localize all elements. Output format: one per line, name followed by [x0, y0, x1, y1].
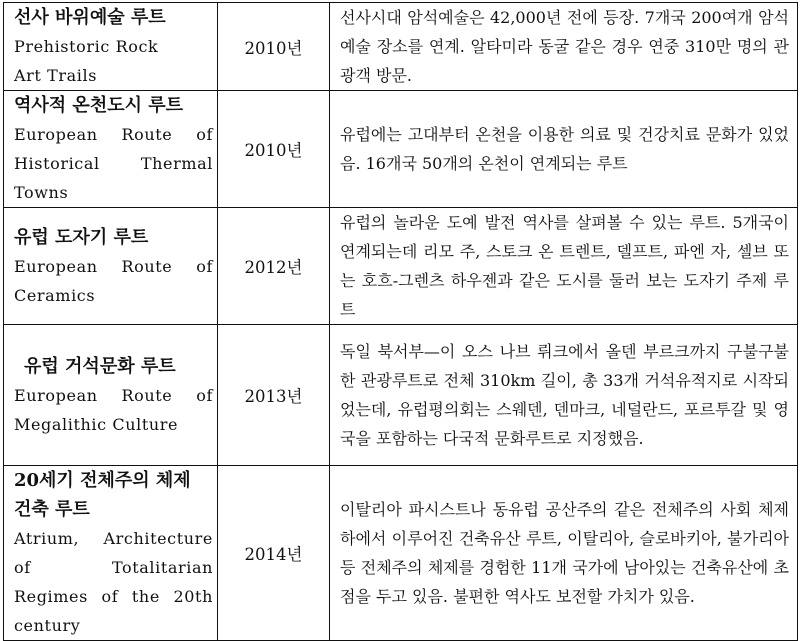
route-name-cell: [4, 325, 218, 466]
route-name-english-line: Art Trails: [14, 66, 98, 85]
route-name-english-line: of Totalitarian: [14, 558, 213, 577]
route-name-english-line: European Route of: [14, 385, 213, 405]
route-name-korean: 유럽 도자기 루트: [14, 226, 149, 248]
route-name-cell: [4, 3, 218, 91]
table-row: [4, 91, 798, 208]
cultural-routes-table: [3, 2, 798, 641]
route-year: 2010년: [218, 91, 330, 208]
table-row: [4, 325, 798, 466]
route-name-korean: 유럽 거석문화 루트: [24, 355, 176, 377]
route-name-korean: 선사 바위예술 루트: [14, 7, 166, 28]
route-name-english-line: Ceramics: [14, 285, 96, 305]
route-year: 2012년: [218, 208, 330, 325]
route-name-english-line: Prehistoric Rock: [14, 37, 159, 56]
route-description: 이탈리아 파시스트나 동유럽 공산주의 같은 전체주의 사회 체제 하에서 이루어진 건축유산 루트, 이탈리아, 슬로바키아, 불가리아 등 전체주의 체제를 경험한 11개 국가에 남아있는 건축유산에 초점을 두고 있음. 불편한 역사도 보전할 가치가 있음.: [330, 466, 798, 641]
route-name-cell: [4, 466, 218, 641]
route-name-english-line: century: [14, 616, 81, 635]
route-name-english-line: Historical Thermal: [14, 154, 213, 173]
route-name-english-line: Regimes of the 20th: [14, 587, 213, 606]
route-year: 2010년: [218, 3, 330, 91]
route-description: 선사시대 암석예술은 42,000년 전에 등장. 7개국 200여개 암석예술 장소를 연계. 알타미라 동굴 같은 경우 연중 310만 명의 관광객 방문.: [330, 3, 798, 91]
route-name-english-line: Atrium, Architecture: [14, 529, 213, 548]
route-year: 2013년: [218, 325, 330, 466]
route-name-english-line: European Route of: [14, 125, 213, 144]
table-row: [4, 466, 798, 641]
table-row: [4, 3, 798, 91]
table-row: [4, 208, 798, 325]
route-name-korean: 역사적 온천도시 루트: [14, 95, 184, 116]
route-description: 독일 북서부—이 오스 나브 뤼크에서 올덴 부르크까지 구불구불한 관광루트로 전체 310km 길이, 총 33개 거석유적지로 시작되었는데, 유럽평의회는 스웨덴, 덴마크, 네덜란드, 포르투갈 및 영국을 포함하는 다국적 문화루트로 지정했음.: [330, 325, 798, 466]
route-description: 유럽에는 고대부터 온천을 이용한 의료 및 건강치료 문화가 있었음. 16개국 50개의 온천이 연계되는 루트: [330, 91, 798, 208]
route-year: 2014년: [218, 466, 330, 641]
route-description: 유럽의 놀라운 도예 발전 역사를 살펴볼 수 있는 루트. 5개국이 연계되는데 리모 주, 스토크 온 트렌트, 델프트, 파엔 자, 셀브 또는 호흐-그렌츠 하우젠과 같은 도시를 둘러 보는 도자기 주제 루트: [330, 208, 798, 325]
route-name-english-line: Towns: [14, 183, 69, 202]
route-name-cell: [4, 208, 218, 325]
route-name-english-line: Megalithic Culture: [14, 414, 179, 434]
route-name-english-line: European Route of: [14, 256, 213, 276]
route-name-korean: 20세기 전체주의 체제 건축 루트: [14, 470, 191, 520]
route-name-cell: [4, 91, 218, 208]
